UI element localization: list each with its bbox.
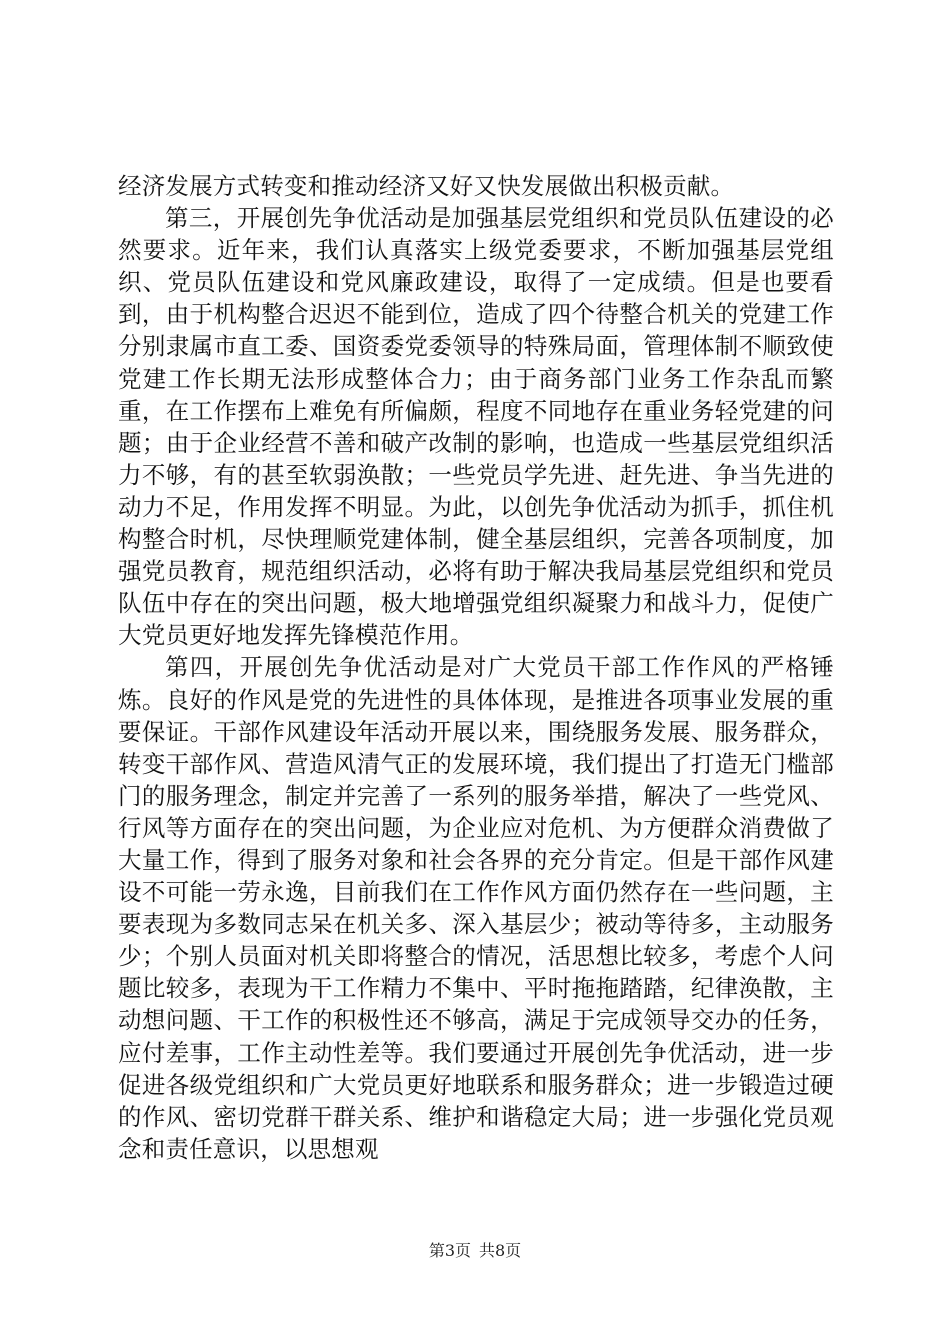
page-number-current: 第3页: [428, 1241, 471, 1260]
page-footer: [0, 1238, 950, 1261]
paragraph-fourth-point: 第四，开展创先争优活动是对广大党员干部工作作风的严格锤炼。良好的作风是党的先进性的具体体现，是推进各项事业发展的重要保证。干部作风建设年活动开展以来，围绕服务发展、服务群众，转变干部作风、营造风清气正的发展环境，我们提出了打造无门槛部门的服务理念，制定并完善了一系列的服务举措，解决了一些党风、行风等方面存在的突出问题，为企业应对危机、为方便群众消费做了大量工作，得到了服务对象和社会各界的充分肯定。但是干部作风建设不可能一劳永逸，目前我们在工作作风方面仍然存在一些问题，主要表现为多数同志呆在机关多、深入基层少；被动等待多，主动服务少；个别人员面对机关即将整合的情况，活思想比较多，考虑个人问题比较多，表现为干工作精力不集中、平时拖拖踏踏，纪律涣散，主动想问题、干工作的积极性还不够高，满足于完成领导交办的任务，应付差事，工作主动性差等。我们要通过开展创先争优活动，进一步促进各级党组织和广大党员更好地联系和服务群众；进一步锻造过硬的作风、密切党群干群关系、维护和谐稳定大局；进一步强化党员观念和责任意识，以思想观: [118, 653, 834, 1163]
paragraph-continuation: 经济发展方式转变和推动经济又好又快发展做出积极贡献。: [118, 172, 735, 200]
page-number-total: 共8页: [479, 1241, 522, 1260]
paragraph-third-point: 第三，开展创先争优活动是加强基层党组织和党员队伍建设的必然要求。近年来，我们认真落实上级党委要求，不断加强基层党组织、党员队伍建设和党风廉政建设，取得了一定成绩。但是也要看到，由于机构整合迟迟不能到位，造成了四个待整合机关的党建工作分别隶属市直工委、国资委党委领导的特殊局面，管理体制不顺致使党建工作长期无法形成整体合力；由于商务部门业务工作杂乱而繁重，在工作摆布上难免有所偏颇，程度不同地存在重业务轻党建的问题；由于企业经营不善和破产改制的影响，也造成一些基层党组织活力不够，有的甚至软弱涣散；一些党员学先进、赶先进、争当先进的动力不足，作用发挥不明显。为此，以创先争优活动为抓手，抓住机构整合时机，尽快理顺党建体制，健全基层组织，完善各项制度，加强党员教育，规范组织活动，必将有助于解决我局基层党组织和党员队伍中存在的突出问题，极大地增强党组织凝聚力和战斗力，促使广大党员更好地发挥先锋模范作用。: [118, 204, 834, 650]
body-text: [118, 170, 834, 1165]
